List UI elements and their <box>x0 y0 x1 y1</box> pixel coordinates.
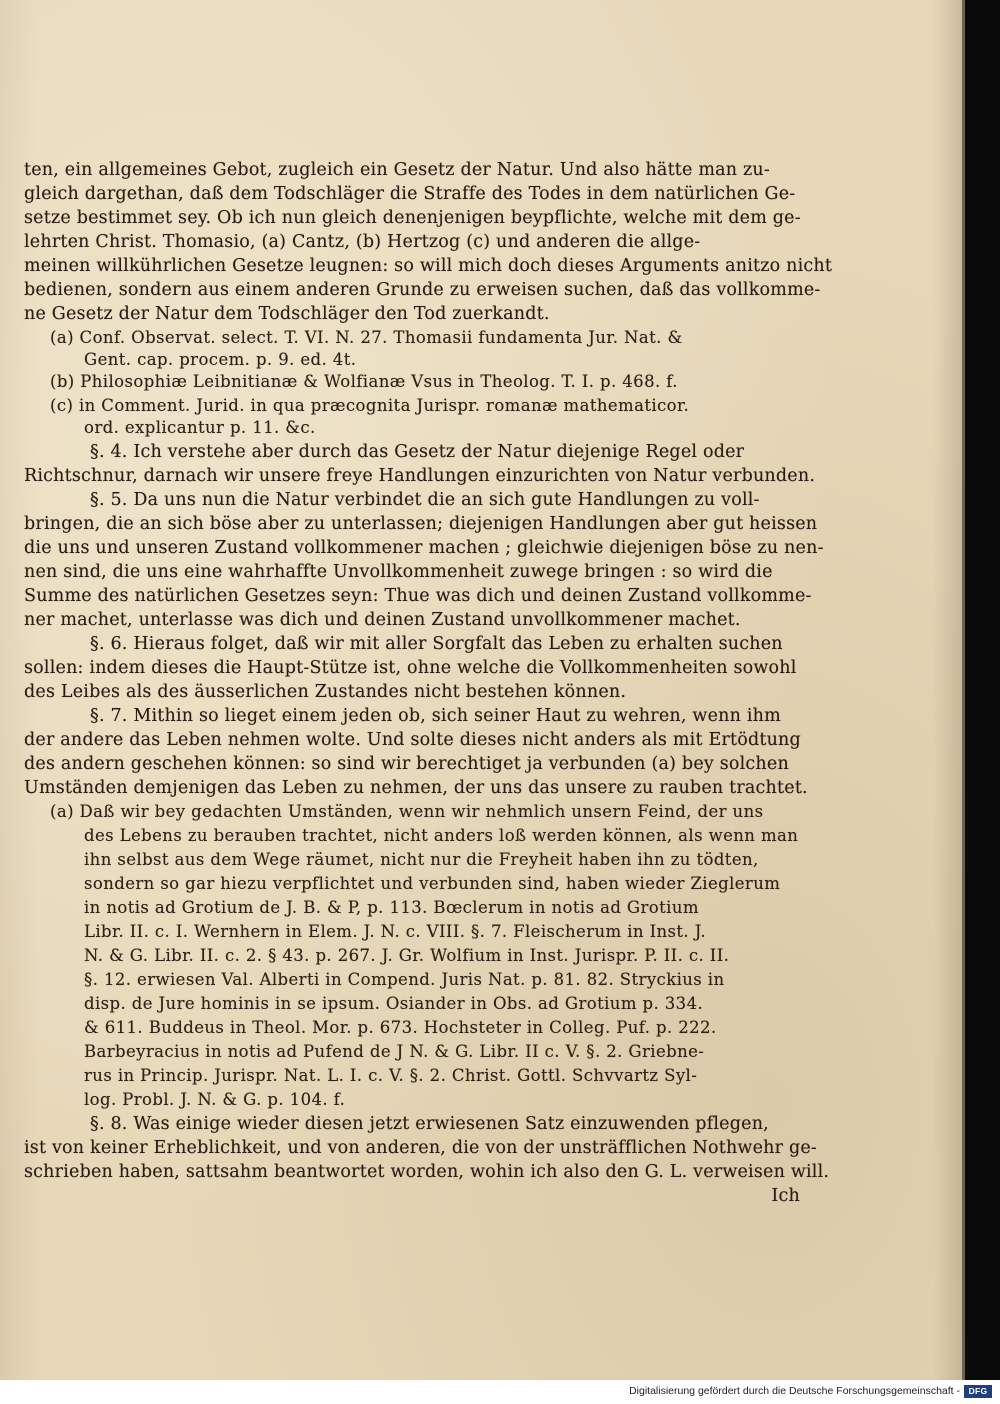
footnote-line: rus in Princip. Jurispr. Nat. L. I. c. V. §. 2. Christ. Gottl. Schvvartz Syl- <box>84 1066 698 1085</box>
text-line: setze bestimmet sey. Ob ich nun gleich denenjenigen beypflichte, welche mit dem ge- <box>24 208 801 228</box>
text-line: ner machet, unterlasse was dich und deinen Zustand unvollkommener machet. <box>24 610 741 630</box>
text-line: ten, ein allgemeines Gebot, zugleich ein Gesetz der Natur. Und also hätte man zu- <box>24 160 771 180</box>
paragraph-start-line: §. 4. Ich verstehe aber durch das Gesetz der Natur diejenige Regel oder <box>90 442 745 462</box>
text-line: des andern geschehen können: so sind wir berechtiget ja verbunden (a) bey solchen <box>24 754 789 774</box>
text-line: nen sind, die uns eine wahrhaffte Unvollkommenheit zuwege bringen : so wird die <box>24 562 773 582</box>
text-line: schrieben haben, sattsahm beantwortet worden, wohin ich also den G. L. verweisen will. <box>24 1162 830 1182</box>
footnote-line: des Lebens zu berauben trachtet, nicht anders loß werden können, als wenn man <box>84 826 799 845</box>
footnote-line: (b) Philosophiæ Leibnitianæ & Wolfianæ Vsus in Theolog. T. I. p. 468. f. <box>50 372 678 391</box>
text-line: des Leibes als des äusserlichen Zustandes nicht bestehen können. <box>24 682 627 702</box>
footer-bar <box>0 1380 1000 1404</box>
text-line: bedienen, sondern aus einem anderen Grunde zu erweisen suchen, daß das vollkomme- <box>24 280 821 300</box>
footnote-line: & 611. Buddeus in Theol. Mor. p. 673. Hochsteter in Colleg. Puf. p. 222. <box>84 1018 717 1037</box>
text-line: lehrten Christ. Thomasio, (a) Cantz, (b) Hertzog (c) und anderen die allge- <box>24 232 701 252</box>
footnote-line: in notis ad Grotium de J. B. & P, p. 113. Bœclerum in notis ad Grotium <box>84 898 699 917</box>
text-line: Umständen demjenigen das Leben zu nehmen, der uns das unsere zu rauben trachtet. <box>24 778 808 798</box>
text-line: Richtschnur, darnach wir unsere freye Handlungen einzurichten von Natur verbunden. <box>24 466 816 486</box>
text-line: der andere das Leben nehmen wolte. Und solte dieses nicht anders als mit Ertödtung <box>24 730 801 750</box>
footnote-line: ihn selbst aus dem Wege räumet, nicht nur die Freyheit haben ihn zu tödten, <box>84 850 759 869</box>
footnote-line: log. Probl. J. N. & G. p. 104. f. <box>84 1090 346 1109</box>
funding-notice: Digitalisierung gefördert durch die Deutsche Forschungsgemeinschaft - <box>629 1385 960 1397</box>
footnote-line: Libr. II. c. I. Wernhern in Elem. J. N. c. VIII. §. 7. Fleischerum in Inst. J. <box>84 922 707 941</box>
footnote-line: §. 12. erwiesen Val. Alberti in Compend. Juris Nat. p. 81. 82. Stryckius in <box>84 970 725 989</box>
text-line: meinen willkührlichen Gesetze leugnen: so will mich doch dieses Arguments anitzo nicht <box>24 256 833 276</box>
footnote-line: ord. explicantur p. 11. &c. <box>84 418 316 437</box>
footnote-line: Barbeyracius in notis ad Pufend de J N. & G. Libr. II c. V. §. 2. Griebne- <box>84 1042 705 1061</box>
paragraph-start-line: §. 5. Da uns nun die Natur verbindet die an sich gute Handlungen zu voll- <box>90 490 760 510</box>
text-line: bringen, die an sich böse aber zu unterlassen; diejenigen Handlungen aber gut heissen <box>24 514 818 534</box>
paragraph-start-line: §. 8. Was einige wieder diesen jetzt erwiesenen Satz einzuwenden pflegen, <box>90 1114 769 1134</box>
footnote-line: sondern so gar hiezu verpflichtet und verbunden sind, haben wieder Zieglerum <box>84 874 781 893</box>
paragraph-start-line: §. 6. Hieraus folget, daß wir mit aller Sorgfalt das Leben zu erhalten suchen <box>90 634 783 654</box>
footnote-line: (c) in Comment. Jurid. in qua præcognita Jurispr. romanæ mathematicor. <box>50 396 690 415</box>
text-line: Summe des natürlichen Gesetzes seyn: Thue was dich und deinen Zustand vollkomme- <box>24 586 812 606</box>
text-line: ne Gesetz der Natur dem Todschläger den Tod zuerkandt. <box>24 304 550 324</box>
dfg-logo-icon[interactable]: DFG <box>964 1385 992 1398</box>
text-line: gleich dargethan, daß dem Todschläger die Straffe des Todes in dem natürlichen Ge- <box>24 184 796 204</box>
text-line: ist von keiner Erheblichkeit, und von anderen, die von der unsträfflichen Nothwehr ge- <box>24 1138 818 1158</box>
footnote-line: Gent. cap. procem. p. 9. ed. 4t. <box>84 350 357 369</box>
footnote-line: disp. de Jure hominis in se ipsum. Osiander in Obs. ad Grotium p. 334. <box>84 994 704 1013</box>
text-line: sollen: indem dieses die Haupt-Stütze ist, ohne welche die Vollkommenheiten sowohl <box>24 658 797 678</box>
text-line: die uns und unseren Zustand vollkommener machen ; gleichwie diejenigen böse zu nen- <box>24 538 824 558</box>
footnote-line: (a) Conf. Observat. select. T. VI. N. 27. Thomasii fundamenta Jur. Nat. & <box>50 328 683 347</box>
footnote-line: N. & G. Libr. II. c. 2. § 43. p. 267. J. Gr. Wolfium in Inst. Jurispr. P. II. c. II. <box>84 946 730 965</box>
paragraph-start-line: §. 7. Mithin so lieget einem jeden ob, sich seiner Haut zu wehren, wenn ihm <box>90 706 781 726</box>
footnote-line: (a) Daß wir bey gedachten Umständen, wenn wir nehmlich unsern Feind, der uns <box>50 802 764 821</box>
catchword: Ich <box>771 1186 800 1206</box>
scan-border <box>962 0 1000 1380</box>
